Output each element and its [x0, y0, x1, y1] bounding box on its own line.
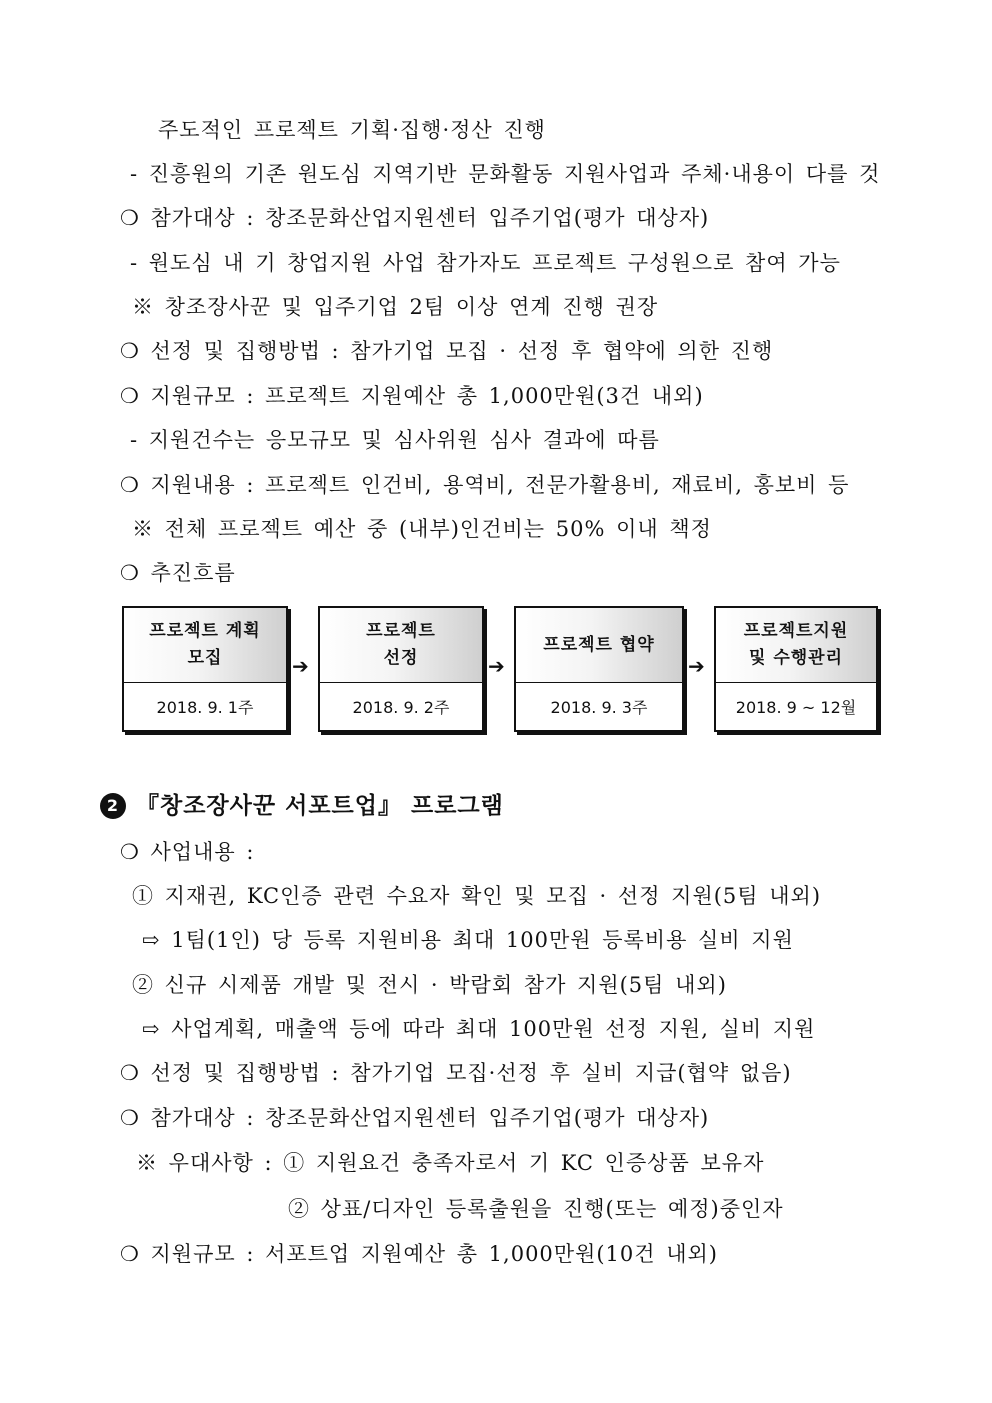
flow-step-subtitle: 및 수행관리: [748, 648, 844, 668]
text-line: - 원도심 내 기 창업지원 사업 참가자도 프로젝트 구성원으로 참여 가능: [130, 251, 841, 275]
arrow-right-icon: ➔: [292, 654, 309, 678]
section-heading: [100, 790, 504, 822]
text-line: ⇨ 사업계획, 매출액 등에 따라 최대 100만원 선정 지원, 실비 지원: [142, 1017, 816, 1041]
flow-step-title: 프로젝트 계획: [149, 621, 261, 641]
process-flow: [122, 606, 882, 732]
text-line: ⇨ 1팀(1인) 당 등록 지원비용 최대 100만원 등록비용 실비 지원: [142, 928, 794, 952]
flow-step-selection: [318, 606, 484, 732]
flow-step-management: [714, 606, 878, 732]
text-line: ❍ 선정 및 집행방법 : 참가기업 모집·선정 후 실비 지급(협약 없음): [120, 1061, 792, 1085]
flow-step-subtitle: 선정: [383, 648, 419, 668]
text-line: 주도적인 프로젝트 기획·집행·정산 진행: [158, 118, 546, 142]
text-line: ❍ 사업내용 :: [120, 840, 255, 864]
text-line: ※ 창조장사꾼 및 입주기업 2팀 이상 연계 진행 권장: [132, 295, 659, 319]
arrow-right-icon: ➔: [488, 654, 505, 678]
text-line: ② 신규 시제품 개발 및 전시 · 박람회 참가 지원(5팀 내외): [132, 973, 727, 997]
flow-step-date: 2018. 9. 3주: [550, 697, 648, 717]
text-line: ※ 우대사항 : ① 지원요건 충족자로서 기 KC 인증상품 보유자: [136, 1151, 765, 1175]
flow-step-date: 2018. 9 ~ 12월: [735, 697, 857, 717]
section-title: 『창조장사꾼 서포트업』 프로그램: [136, 793, 504, 819]
flow-step-recruit: [122, 606, 288, 732]
text-line: ※ 전체 프로젝트 예산 중 (내부)인건비는 50% 이내 책정: [132, 517, 712, 541]
text-line: - 진흥원의 기존 원도심 지역기반 문화활동 지원사업과 주체·내용이 다를 것: [130, 162, 881, 186]
flow-step-subtitle: 모집: [187, 648, 223, 668]
text-line: ① 지재권, KC인증 관련 수요자 확인 및 모집 · 선정 지원(5팀 내외): [132, 884, 822, 908]
flow-step-date: 2018. 9. 1주: [156, 697, 254, 717]
section-number-badge: 2: [100, 793, 126, 819]
text-line: ❍ 참가대상 : 창조문화산업지원센터 입주기업(평가 대상자): [120, 1106, 710, 1130]
flow-step-title: 프로젝트: [366, 621, 436, 641]
text-line: ❍ 지원규모 : 서포트업 지원예산 총 1,000만원(10건 내외): [120, 1242, 719, 1266]
text-line: ❍ 지원내용 : 프로젝트 인건비, 용역비, 전문가활용비, 재료비, 홍보비 등: [120, 473, 850, 497]
flow-step-agreement: [514, 606, 684, 732]
text-line: - 지원건수는 응모규모 및 심사위원 심사 결과에 따름: [130, 428, 660, 452]
flow-step-title: 프로젝트 협약: [543, 634, 655, 655]
flow-step-title: 프로젝트지원: [743, 621, 849, 641]
arrow-right-icon: ➔: [688, 654, 705, 678]
text-line: ❍ 지원규모 : 프로젝트 지원예산 총 1,000만원(3건 내외): [120, 384, 704, 408]
text-line: ❍ 선정 및 집행방법 : 참가기업 모집 · 선정 후 협약에 의한 진행: [120, 339, 774, 363]
text-line: ❍ 참가대상 : 창조문화산업지원센터 입주기업(평가 대상자): [120, 206, 710, 230]
flow-step-date: 2018. 9. 2주: [352, 697, 450, 717]
text-line: ② 상표/디자인 등록출원을 진행(또는 예정)중인자: [288, 1197, 784, 1221]
text-line: ❍ 추진흐름: [120, 561, 236, 585]
